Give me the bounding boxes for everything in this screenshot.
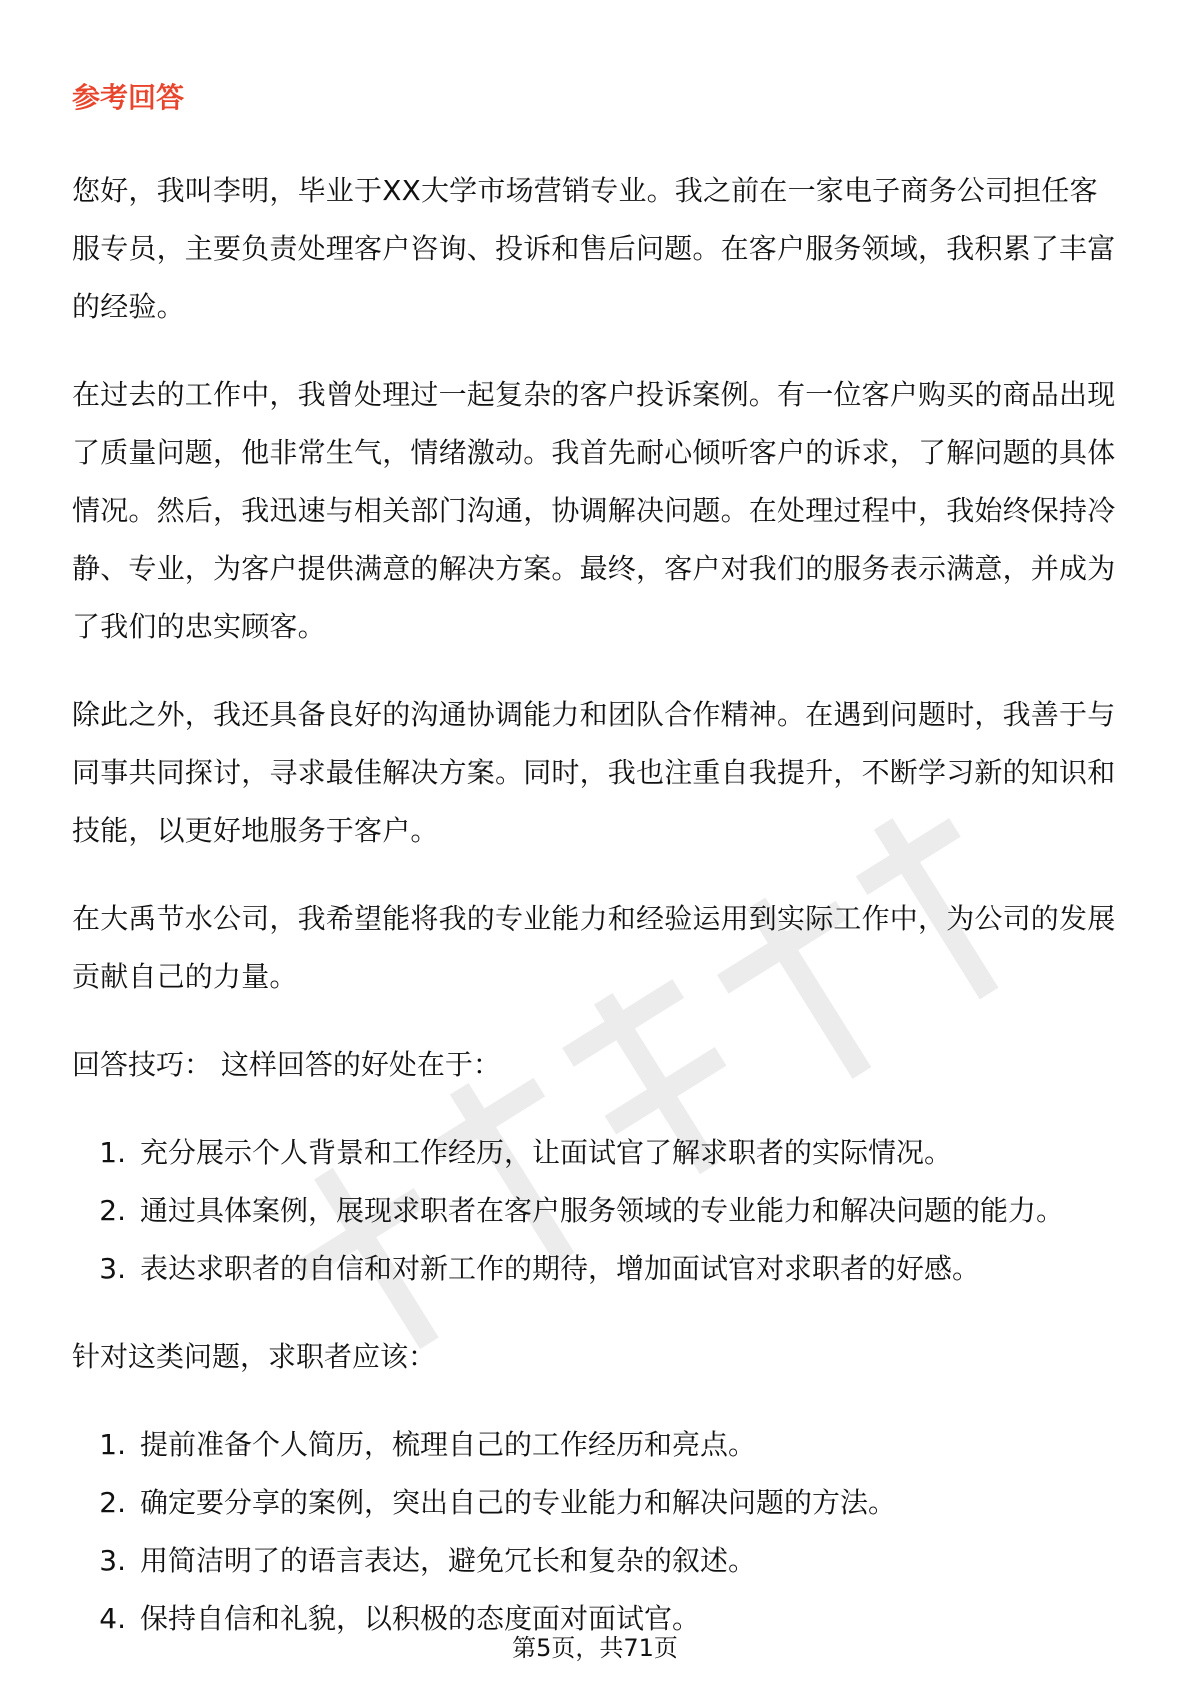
list-item-text: 保持自信和礼貌，以积极的态度面对面试官。 <box>140 1602 701 1635</box>
list-item <box>72 1240 1120 1298</box>
advice-list <box>72 1416 1120 1648</box>
list-item <box>72 1474 1120 1532</box>
list-number: 4. <box>99 1602 126 1635</box>
page-footer: 第5页，共71页 <box>512 1634 678 1662</box>
list-number: 1. <box>99 1428 126 1461</box>
answer-paragraph-2: 在过去的工作中，我曾处理过一起复杂的客户投诉案例。有一位客户购买的商品出现了质量问题，他非常生气，情绪激动。我首先耐心倾听客户的诉求，了解问题的具体情况。然后，我迅速与相关部门沟通，协调解决问题。在处理过程中，我始终保持冷静、专业，为客户提供满意的解决方案。最终，客户对我们的服务表示满意，并成为了我们的忠实顾客。 <box>72 378 1116 643</box>
list-item <box>72 1124 1120 1182</box>
list-item <box>72 1416 1120 1474</box>
list-item-text: 表达求职者的自信和对新工作的期待，增加面试官对求职者的好感。 <box>140 1252 981 1285</box>
section-title: 参考回答 <box>72 81 185 114</box>
list-number: 3. <box>99 1252 126 1285</box>
tips-list <box>72 1124 1120 1298</box>
answer-paragraph-4: 在大禹节水公司，我希望能将我的专业能力和经验运用到实际工作中，为公司的发展贡献自己的力量。 <box>72 902 1116 993</box>
document-page <box>72 78 1120 1678</box>
list-item-text: 确定要分享的案例，突出自己的专业能力和解决问题的方法。 <box>140 1486 897 1519</box>
answer-paragraph-3: 除此之外，我还具备良好的沟通协调能力和团队合作精神。在遇到问题时，我善于与同事共同探讨，寻求最佳解决方案。同时，我也注重自我提升，不断学习新的知识和技能，以更好地服务于客户。 <box>72 698 1116 847</box>
list-number: 2. <box>99 1486 126 1519</box>
list-item <box>72 1182 1120 1240</box>
list-number: 1. <box>99 1136 126 1169</box>
advice-label: 针对这类问题，求职者应该： <box>72 1340 437 1373</box>
list-number: 2. <box>99 1194 126 1227</box>
tips-label: 回答技巧： 这样回答的好处在于： <box>72 1048 501 1081</box>
list-item <box>72 1532 1120 1590</box>
list-item-text: 通过具体案例，展现求职者在客户服务领域的专业能力和解决问题的能力。 <box>140 1194 1065 1227</box>
list-item-text: 充分展示个人背景和工作经历，让面试官了解求职者的实际情况。 <box>140 1136 953 1169</box>
answer-paragraph-1: 您好，我叫李明，毕业于XX大学市场营销专业。我之前在一家电子商务公司担任客服专员，主要负责处理客户咨询、投诉和售后问题。在客户服务领域，我积累了丰富的经验。 <box>72 174 1116 323</box>
list-number: 3. <box>99 1544 126 1577</box>
list-item-text: 提前准备个人简历，梳理自己的工作经历和亮点。 <box>140 1428 757 1461</box>
list-item-text: 用简洁明了的语言表达，避免冗长和复杂的叙述。 <box>140 1544 757 1577</box>
